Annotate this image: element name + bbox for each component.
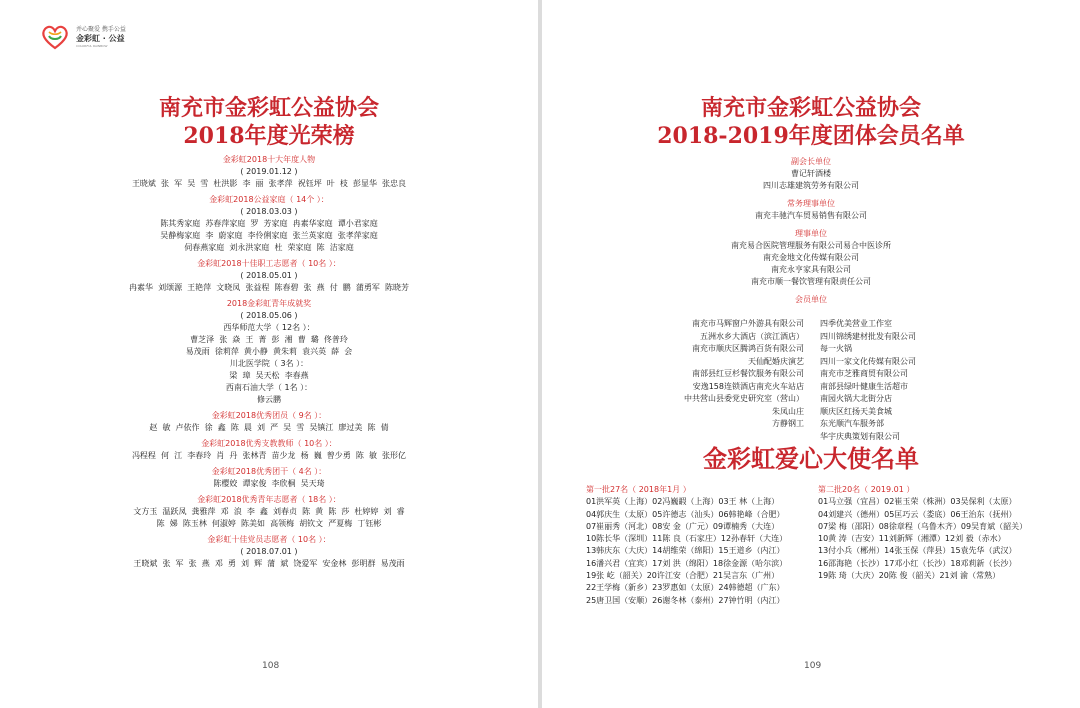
member-unit-right: 南园火锅大北街分店 — [820, 394, 892, 403]
member-unit-left: 五洲水乡大酒店（滨江酒店） — [700, 331, 804, 341]
honor-name-line: 王晓斌 张 军 吴 雪 杜洪影 李 丽 张孝萍 祝钰坪 叶 枝 彭显华 张忠良 — [131, 179, 407, 188]
member-unit: 南充金地文化传媒有限公司 — [763, 253, 859, 262]
honor-name-line: 修云鹏 — [257, 395, 281, 404]
honor-name-line: 梁 璋 吴天松 李春燕 — [229, 371, 309, 380]
ambassador-row: 07梁 梅（邵阳）08徐章程（乌鲁木齐）09吴育斌（韶关） — [818, 521, 1028, 531]
member-unit-right: 四川锦绣建材批发有限公司 — [820, 331, 916, 341]
logo-slogan: 并心聚爱 携手公益 — [76, 26, 126, 33]
right-page — [542, 0, 1080, 708]
honor-section-heading: 金彩虹十佳党员志愿者（ 10名 ）： — [207, 535, 331, 544]
member-section-heading: 理事单位 — [795, 229, 827, 238]
honor-section — [0, 154, 538, 190]
honor-name-line: 陈樱姣 谭家俊 李欣桐 吴天琦 — [213, 479, 325, 488]
member-unit: 南充市顺一餐饮管理有限责任公司 — [751, 277, 871, 286]
honor-name-line: 文方玉 温跃凤 龚雅萍 邓 浪 李 鑫 刘春贞 陈 黄 陈 莎 杜婷婷 刘 睿 — [133, 507, 405, 516]
member-unit-right: 每一火锅 — [820, 344, 852, 353]
ambassador-row: 04郭庆生（太原）05许德志（汕头）06韩艳峰（合肥） — [586, 509, 785, 519]
honor-section-date: ( 2018.03.03 ) — [240, 207, 298, 216]
member-unit-right: 南部县绿叶健康生活超市 — [820, 381, 908, 391]
honor-section — [0, 258, 538, 294]
honor-section-heading: 金彩虹2018优秀团干（ 4名 ）： — [211, 467, 327, 476]
member-section-heading: 常务理事单位 — [787, 199, 835, 208]
ambassador-batch1 — [586, 484, 787, 607]
logo-name: 金彩虹 · 公益 — [76, 34, 125, 43]
honor-name-line: 曹芝泽 张 焱 王 菁 彭 湘 曹 璐 佟普玲 — [190, 335, 348, 344]
member-unit: 南充易合医院管理服务有限公司易合中医诊所 — [731, 241, 891, 250]
honor-name-line: 西华师范大学（ 12名 ）： — [223, 323, 315, 332]
member-unit-right: 顺庆区红扬天美食城 — [820, 406, 892, 416]
member-unit-left: 南部县红豆杉餐饮服务有限公司 — [692, 369, 804, 378]
member-unit: 四川志雄建筑劳务有限公司 — [763, 181, 859, 190]
member-unit-right: 东光顺汽车服务部 — [820, 419, 884, 428]
member-section — [542, 156, 1080, 192]
right-title-line1: 南充市金彩虹公益协会 — [700, 95, 921, 121]
ambassador-row: 16潘兴君（宜宾）17刘 洪（绵阳）18徐金源（哈尔滨） — [586, 558, 788, 568]
member-unit-right: 四川一家文化传媒有限公司 — [820, 356, 916, 366]
honor-name-line: 陈 娣 陈玉林 何淑婷 陈美如 高领梅 胡钦文 严夏梅 丁钰彬 — [156, 519, 382, 528]
members-left-column — [682, 318, 804, 431]
honor-section-date: ( 2018.05.06 ) — [240, 311, 298, 320]
member-unit-left: 南充市顺庆区腾鸿百货有限公司 — [692, 344, 804, 353]
member-section — [542, 198, 1080, 222]
left-page — [0, 0, 538, 708]
honor-name-line: 易茂雨 徐莉萍 黄小静 黄朱莉 袁兴英 薛 会 — [185, 347, 353, 356]
members-heading: 会员单位 — [795, 295, 827, 304]
ambassador-row: 25唐卫国（安顺）26谢冬林（泰州）27钟竹明（内江） — [586, 595, 785, 605]
ambassador-row: 19陈 琦（大庆）20陈 俊（韶关）21刘 渝（常熟） — [818, 571, 1001, 581]
honor-section-heading: 金彩虹2018公益家庭（ 14个 ）： — [209, 195, 329, 204]
left-title-line1: 南充市金彩虹公益协会 — [158, 95, 379, 121]
honor-section-heading: 2018金彩虹青年成就奖 — [226, 299, 312, 308]
honor-section-heading: 金彩虹2018优秀青年志愿者（ 18名 ）： — [197, 495, 341, 504]
member-section-heading: 副会长单位 — [791, 157, 831, 166]
ambassador-row: 10陈长华（深圳）11陈 良（石家庄）12孙春轩（大连） — [586, 534, 788, 544]
batch1-heading: 第一批27名（ 2018年1月 ） — [586, 485, 691, 494]
honor-name-line: 冉素华 刘颂源 王艳萍 文晓凤 张益程 陈春碧 张 燕 付 鹏 蒲勇军 陈晓芳 — [129, 283, 409, 292]
honor-section-heading: 金彩虹2018十大年度人物 — [222, 155, 316, 164]
right-header — [542, 94, 1080, 306]
ambassador-row: 01洪军英（上海）02冯巍嘏（上海）03王 林（上海） — [586, 497, 780, 507]
honor-name-line: 陈其秀家庭 苏春萍家庭 罗 芳家庭 冉素华家庭 谭小君家庭 — [160, 219, 378, 228]
ambassador-row: 13付小兵（郴州）14张玉保（萍县）15袁先华（武汉） — [818, 546, 1017, 556]
ambassador-row: 13韩庆东（大庆）14胡维荣（绵阳）15王道乡（内江） — [586, 546, 785, 556]
ambassador-row: 16邵海艳（长沙）17邓小红（长沙）18邓莉新（长沙） — [818, 558, 1017, 568]
honor-name-line: 冯程程 何 江 李春玲 肖 丹 张林青 苗少龙 杨 巍 曾少勇 陈 敏 张形亿 — [131, 451, 407, 460]
member-unit-right: 四季优美营业工作室 — [820, 319, 892, 328]
honor-name-line: 吴静梅家庭 李 蔚家庭 李伶俐家庭 张兰英家庭 张孝萍家庭 — [160, 231, 378, 240]
members-right-column — [820, 318, 916, 443]
honor-section — [0, 298, 538, 406]
page-number-right: 109 — [804, 661, 822, 671]
ambassador-row: 19张 屹（韶关）20许江安（合肥）21吴言东（广州） — [586, 571, 780, 581]
honor-name-line: 川北医学院（ 3名 ）： — [229, 359, 309, 368]
ambassador-row: 01马立强（宜昌）02崔玉荣（株洲）03吴保利（太原） — [818, 497, 1017, 507]
member-section — [542, 228, 1080, 288]
honor-section-heading: 金彩虹2018优秀团员（ 9名 ）： — [211, 411, 327, 420]
honor-section — [0, 410, 538, 434]
member-unit-right: 南充市芝雅商贸有限公司 — [820, 369, 908, 378]
ambassador-row: 07崔丽秀（河北）08安 金（广元）09谭楠秀（大连） — [586, 521, 780, 531]
honor-section-heading: 金彩虹2018优秀支教教师（ 10名 ）： — [201, 439, 337, 448]
batch2-heading: 第二批20名（ 2019.01 ） — [818, 485, 915, 494]
honor-section-heading: 金彩虹2018十佳职工志愿者（ 10名 ）： — [197, 259, 341, 268]
honor-section-date: ( 2018.05.01 ) — [240, 271, 298, 280]
honor-name-line: 赵 敏 卢依作 徐 鑫 陈 晨 刘 严 吴 雪 吴镇江 廖过美 陈 倩 — [149, 423, 389, 432]
page-number-left: 108 — [262, 661, 280, 671]
ambassador-row: 22王学梅（新乡）23罗惠如（太原）24韩德超（广东） — [586, 583, 785, 593]
ambassador-row: 04刘建兴（德州）05匡巧云（娄底）06王治东（抚州） — [818, 509, 1017, 519]
honor-section — [0, 438, 538, 462]
member-sections — [542, 156, 1080, 288]
honor-sections — [0, 154, 538, 570]
member-unit-left: 南充市马辉窗户外游具有限公司 — [692, 319, 804, 328]
right-title-line2: 2018-2019年度团体会员名单 — [657, 123, 965, 149]
member-unit: 南充永亨家具有限公司 — [771, 265, 851, 274]
logo-caption: COLORFUL RAINBOW — [76, 44, 108, 48]
logo — [40, 24, 126, 50]
ambassador-batch2 — [818, 484, 1027, 582]
heart-logo-icon — [40, 24, 70, 50]
member-unit-left: 中共营山县委党史研究室（营山） — [684, 394, 804, 403]
honor-name-line: 西南石油大学（ 1名 ）： — [225, 383, 313, 392]
ambassador-title: 金彩虹爱心大使名单 — [703, 444, 919, 473]
left-title-line2: 2018年度光荣榜 — [183, 123, 355, 149]
member-unit-left: 安逸158连锁酒店南充火车站店 — [692, 381, 804, 391]
honor-section — [0, 194, 538, 254]
honor-section-date: ( 2018.07.01 ) — [240, 547, 298, 556]
honor-section — [0, 466, 538, 490]
member-unit-left: 天仙配婚庆演艺 — [748, 356, 804, 366]
honor-name-line: 王晓斌 张 军 张 燕 邓 勇 刘 辉 蒲 斌 饶爱军 安金林 彭明群 易茂雨 — [133, 559, 405, 568]
ambassador-row: 10黄 涛（吉安）11刘新辉（湘潭）12刘 毅（赤水） — [818, 534, 1006, 544]
member-unit-left: 方静钢工 — [772, 419, 804, 428]
left-content — [0, 94, 538, 570]
member-unit: 曹记轩酒楼 — [791, 169, 831, 178]
honor-name-line: 伺春燕家庭 刘永洪家庭 杜 荣家庭 陈 洁家庭 — [184, 243, 354, 252]
member-unit-left: 朱凤山庄 — [772, 406, 804, 416]
honor-section — [0, 494, 538, 530]
honor-section — [0, 534, 538, 570]
member-unit-right: 华宇庆典策划有限公司 — [820, 431, 900, 441]
honor-section-date: ( 2019.01.12 ) — [240, 167, 298, 176]
member-unit: 南充丰驰汽车贸易销售有限公司 — [755, 211, 867, 220]
